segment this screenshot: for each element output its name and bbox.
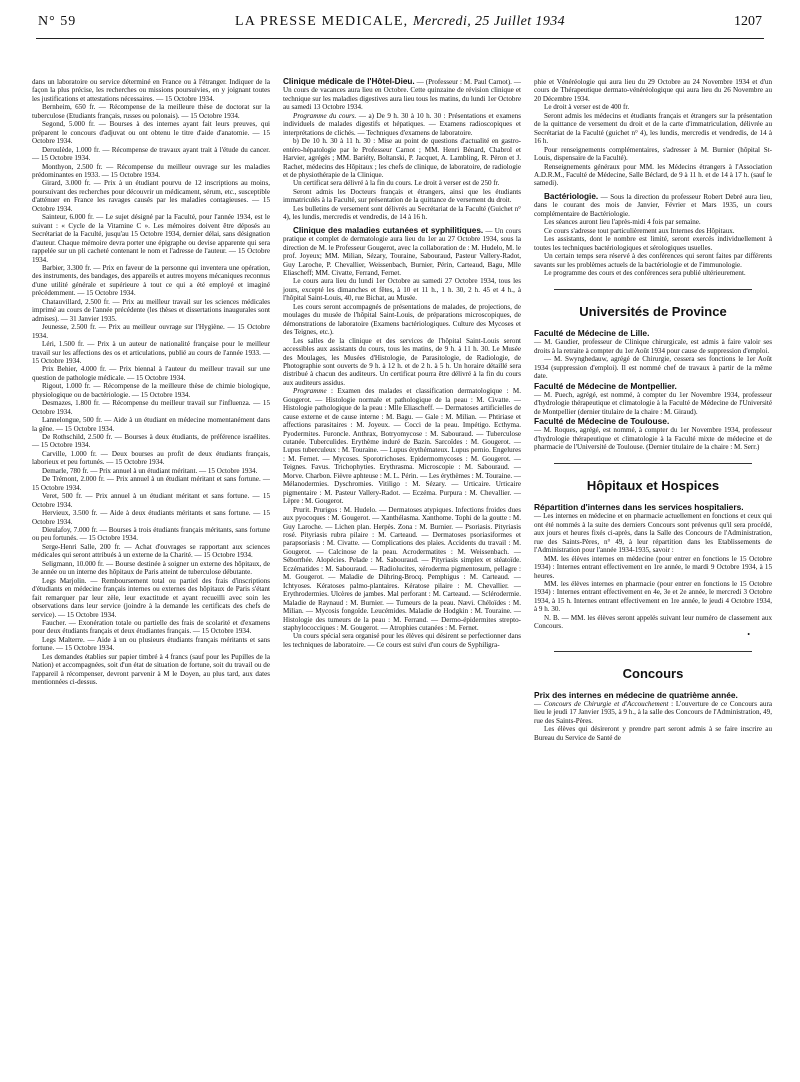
paragraph: — Concours de Chirurgie et d'Accouchement : L'ouverture de ce Concours aura lieu le jeudi 17 Janvier 1935, à 9 h., à la salle des Concours de l'Administration, 49, rue des Saints-Pères. [534, 699, 772, 725]
paragraph: Les bulletins de versement sont délivrés au Secrétariat de la Faculté (Guichet n° 4), les lundis, mercredis et vendredis, de 14 à 16 h. [283, 204, 521, 222]
paragraph: — M. Roques, agrégé, est nommé, à compter du 1er Novembre 1934, professeur d'hydrologie thérapeutique et climatologie à la Faculté mixte de médecine et de pharmacie de l'Université de Toulouse. (Dernier titulaire de la chaire : M. Serr.) [534, 426, 772, 451]
paragraph: Le cours aura lieu du lundi 1er Octobre au samedi 27 Octobre 1934, tous les jours, excepté les dimanches et fêtes, à 10 et 11 h., 1 h. 30, 2 h. 45 et 4 h., à l'hôpital Saint-Louis, 40, rue Bichat, au Musée. [283, 277, 521, 303]
prize-entry: Carville, 1.000 fr. — Deux bourses au profit de deux étudiants français, laborieux et peu fortunés. — 15 Octobre 1934. [32, 449, 270, 467]
paragraph [283, 227, 521, 278]
prize-entry: Desmazes, 1.800 fr. — Récompense du meilleur travail sur l'influenza. — 15 Octobre 1934. [32, 399, 270, 416]
prize-entry: Girard, 3.000 fr. — Prix à un étudiant pourvu de 12 inscriptions au moins, poursuivant des recherches pour découvrir un médicament, sérum, etc., susceptible d'atténuer en France les ravages causés par les maladies contagieuses. — 15 Octobre 1934. [32, 179, 270, 213]
paragraph: Un certain temps sera réservé à des conférences qui seront faites par différents savants sur les problèmes actuels de la bactériologie et de l'immunologie. [534, 252, 772, 269]
paragraph [283, 112, 521, 137]
paragraph-text: — Sous la direction du professeur Robert Debré aura lieu, dans le courant des mois de Janvier, Février et Mars 1935, un cours complémentaire de Bactériologie. [534, 192, 772, 218]
prize-entry: Rigout, 1.000 fr. — Récompense de la meilleure thèse de chimie biologique, physiologique ou de bactériologie. — 15 Octobre 1934. [32, 382, 270, 399]
section-heading: Bactériologie. [544, 191, 599, 201]
paragraph: N. B. — MM. les élèves seront appelés suivant leur numéro de classement aux Concours. [534, 613, 772, 631]
prize-entry: Legs Malterre. — Aide à un ou plusieurs étudiants français méritants et sans fortune. — 15 Octobre 1934. [32, 635, 270, 653]
prize-entry: Segond, 5.000 fr. — Bourses à des internes ayant fait leurs preuves, qui préparent le concours d'adjuvat ou ont obtenu le titre d'aide d'anatomie. — 15 Octobre 1934. [32, 120, 270, 146]
paragraph: Les élèves qui désireront y prendre part seront admis à se faire inscrire au Bureau du Service de Santé de [534, 725, 772, 742]
prize-entry: Demarle, 780 fr. — Prix annuel à un étudiant méritant. — 15 Octobre 1934. [42, 466, 258, 475]
prize-entry: De Trémont, 2.000 fr. — Prix annuel à un étudiant méritant et sans fortune. — 15 Octobre 1934. [32, 475, 270, 492]
prize-entry: Hervieux, 3.500 fr. — Aide à deux étudiants méritants et sans fortune. — 15 Octobre 1934. [32, 509, 270, 526]
paragraph-text: : L'ouverture de ce Concours aura lieu le jeudi 17 Janvier 1935, à 9 h., à la salle des Concours de l'Administration, 49, rue des Saints-Pères. [534, 699, 772, 725]
section-heading: Clinique des maladies cutanées et syphilitiques. [293, 225, 484, 235]
paragraph: Seront admis les Docteurs français et étrangers, ainsi que les étudiants immatriculés à la Faculté, sur présentation de la quittance de versement du droit. [283, 187, 521, 205]
concours-heading: Concours [622, 665, 684, 681]
paragraph: Pour renseignements complémentaires, s'adresser à M. Burnier (hôpital St-Louis, dispensaire de la Faculté). [534, 145, 772, 163]
concours-label: Concours de Chirurgie et d'Accouchement [543, 699, 669, 708]
column-3 [534, 78, 772, 742]
paragraph: — M. Puech, agrégé, est nommé, à compter du 1er Novembre 1934, professeur d'hydrologie thérapeutique et climatologie à la Faculté de Médecine de l'Université de Montpellier (dernier titulaire de la chaire : M. Giraud). [534, 390, 772, 416]
paragraph-text: — (Professeur : M. Paul Carnot). — Un cours de vacances aura lieu en Octobre. Cette quinzaine de révision clinique et technique sur les maladies digestives aura lieu tous les matins, du lundi 1er Octobre au samedi 13 Octobre 1934. [283, 78, 521, 112]
paragraph: phie et Vénéréologie qui aura lieu du 29 Octobre au 24 Novembre 1934 et d'un cours de Thérapeutique dermato-vénéréologique qui aura lieu du 26 Novembre au 20 Décembre 1934. [534, 78, 772, 103]
paragraph-text: : Examen des malades et classification dermatologique : M. Gougerot. — Histologie normale et pathologique de la peau : M. Civatte. — Histologie pathologique de la peau : Mlle Eliascheff. — Dermatoses artificielles de cause externe et de cause interne : M. Bagu. — Gale : M. Milian. — Phtiriase et affections parasitaires : M. Joyeux. — Cocci de la peau. Impétigo. Ecthyma. Pyodermites. Furoncle. Anthrax, Botryomycose : M. Sabouraud. — Tuberculose cutanée. Tuberculides. Erythème induré de Bazin. Sarcoïdes : M. Gougerot. — Lupus tuberculeux : M. Touraine. — Lupus érythémateux. Lupus pernio. Engelures : M. Fernet. — Mycoses. Sporotrichoses. Epidermomycoses : M. Gougerot. — Teignes. Favus. Trichophyties. Erythrasma. Microscopie : M. Sabouraud. — Morve. Charbon. Fièvre aphteuse : M. L. Périn. — Les érythèmes : M. Touraine. — Mélanodermies. Dyschromies. Vitiligo : M. Sézary. — Urticaire. Urticaire pigmentaire : M. Pasteur Vallery-Radot. — Eczéma. Purpura : M. Chevallier. — Lèpre : M. Gougerot. [283, 387, 521, 506]
paragraph: Un cours spécial sera organisé pour les élèves qui désirent se perfectionner dans les techniques de laboratoire. — Ce cours est suivi d'un cours de Syphiligra- [283, 632, 521, 649]
universites-heading: Universités de Province [579, 304, 727, 320]
divider [554, 651, 752, 652]
divider [554, 463, 752, 464]
paragraph: Le programme des cours et des conférences sera publié ultérieurement. [544, 268, 746, 277]
subsection-heading: Répartition d'internes dans les services hospitaliers. [534, 502, 744, 513]
prize-entry: Monthyon, 2.500 fr. — Récompense du meilleur ouvrage sur les maladies prédominantes en 1933. — 15 Octobre 1934. [32, 162, 270, 179]
paragraph: Prurit. Prurigos : M. Hudelo. — Dermatoses atypiques. Infections froides dues aux pyocoques : M. Gougerot. — Xanthélasma. Xanthome. Tophi de la goutte : M. Guy Laroche. — Lichen plan. Herpès. Zona : M. Burnier. — Psoriasis. Pityriasis rosé. Pityriasis rubra pilaire : M. Carteaud. — Dermatoses psoriasiformes et parapsoriasis : M. Civatte. — Complications des plaies. Accidents du travail : M. Gougerot. — Calcinose de la peau. Acrodermatites : M. Weissenbach. — Séborrhée. Alopécies. Pelade : M. Sabouraud. — Pityriasis simplex et stéatoïde. Eczématides : M. Sabouraud. — Radiolucites, xéroderma pigmentosum, pellagre : M. Gougerot. — Maladie de Dühring-Brocq. Pemphigus : M. Carteaud. — Ichtyoses. Kératoses palmo-plantaires. Kératose pilaire : M. Chevallier. — Erythrodermies. Ulcères de jambes. Mal perforant : M. Carteaud. — Sclérodermie. Maladie de Raynaud : M. Burnier. — Tumeurs de la peau. Nævi. Chéloïdes : M. Milian. — Mycosis fongoïde. Leucémides. Maladie de Hodgkin : M. Touraine. — Histologie des tumeurs de la peau : M. Ferrand. — Dermo-épidermites strepto-staphylococciques : M. Gougerot. — Atrophies cutanées : M. Fernet. [283, 505, 521, 632]
column-1 [32, 78, 270, 687]
programme-label: Programme du cours. [293, 111, 357, 120]
prize-entry: Faucher. — Exonération totale ou partielle des frais de scolarité et d'examens pour deux étudiants français et deux étudiantes français. — 15 Octobre 1934. [32, 619, 270, 636]
prize-entry: Barbier, 3.300 fr. — Prix en faveur de la personne qui inventera une opération, des instruments, des bandages, des appareils et autres moyens mécaniques reconnus d'une utilité générale et supérieure à tout ce qui a été employé et imaginé précédemment. — 15 Octobre 1934. [32, 263, 270, 298]
prize-entry: Les demandes établies sur papier timbré à 4 francs (sauf pour les Pupilles de la Nation) et accompagnées, soit d'un état de situation de fortune, soit du travail ou de l'appareil à récompenser, devront parvenir à M le Doyen, au plus tard, aux dates mentionnées ci-dessus. [32, 652, 270, 687]
paragraph: Les séances auront lieu l'après-midi 4 fois par semaine. [544, 218, 701, 227]
subsection-heading: Faculté de Médecine de Lille. [534, 328, 650, 339]
prize-entry: Chatauvillard, 2.500 fr. — Prix au meilleur travail sur les sciences médicales imprimé au cours de l'année précédente (les thèses et dissertations inaugurales sont admises). — 31 Janvier 1935. [32, 297, 270, 323]
hopitaux-heading: Hôpitaux et Hospices [586, 478, 720, 494]
prize-entry: Seligmann, 10.000 fr. — Bourse destinée à soigner un externe des hôpitaux, de 3e année ou un interne des hôpitaux de Paris atteint de tuberculose débutante. [32, 559, 270, 577]
paragraph: — M. Swynghedauw, agrégé de Chirurgie, cessera ses fonctions le 1er Août 1934 (suppression d'emploi). Il est nommé chef de travaux à partir de la même date. [534, 355, 772, 381]
subsection-heading: Faculté de Médecine de Toulouse. [534, 416, 670, 427]
issue-date: Mercredi, 25 Juillet 1934 [412, 14, 566, 29]
paragraph: MM. les élèves internes en pharmacie (pour entrer en fonctions le 15 Octobre 1934) : Internes entrant effectivement en 4e, 3e et 2e année, le mercredi 3 Octobre 1934, à 15 h. Internes entrant effectivement en 1re année, le jeudi 4 Octobre 1934, à 9 h. 30. [534, 580, 772, 614]
paragraph-text: — Un cours pratique et complet de dermatologie aura lieu du 1er au 27 Octobre 1934, sous la direction de M. le Professeur Gougerot, avec la collaboration de : M. Hudelo, M. le prof. Joyeux; MM. Milian, Sézary, Touraine, Sabouraud, Pasteur Vallery-Radot, Guy Laroche, P. Chevallier, Weissenbach, Burnier, Périn, Carteaud, Bagu, Mlle Eliascheff; MM. Civatte, Ferrand, Fernet. [283, 226, 521, 277]
subsection-heading: Faculté de Médecine de Montpellier. [534, 380, 677, 391]
issue-number: N° 59 [38, 14, 77, 29]
paragraph: Les salles de la clinique et des services de l'hôpital Saint-Louis seront accessibles aux assistants du cours, tous les matins, de 9 h. à 11 h. 30. Le Musée des Moulages, les Musées d'Histologie, de Parasitologie, de Radiologie, de Photographie sont ouverts de 9 h. à 12 h. et de 2 h. à 5 h. Un horaire détaillé sera distribué à chacun des auditeurs. Un certificat pourra être délivré à la fin du cours aux auditeurs assidus. [283, 336, 521, 387]
paragraph: Un certificat sera délivré à la fin du cours. Le droit à verser est de 250 fr. [293, 179, 500, 188]
prize-entry: Legs Marjolin. — Remboursement total ou partiel des frais d'inscriptions d'étudiants en médecine français internes ou externes des hôpitaux de Paris s'étant fait remarquer par leur zèle, leur exactitude et ayant recueilli avec soin les observations dans leur service (joindre à la demande les certificats des chefs de service). — 15 Octobre 1934. [32, 576, 270, 619]
separator-mark: • [747, 629, 750, 639]
prize-entry: Veret, 500 fr. — Prix annuel à un étudiant méritant et sans fortune. — 15 Octobre 1934. [32, 492, 270, 509]
prize-entry: Bernheim, 650 fr. — Récompense de la meilleure thèse de doctorat sur la tuberculose (Etudiants français, russes ou polonais). — 15 Octobre 1934. [32, 103, 270, 120]
prize-entry: Lannelongue, 500 fr. — Aide à un étudiant en médecine momentanément dans la gêne. — 15 Octobre 1934. [32, 416, 270, 433]
paragraph: Seront admis les médecins et étudiants français et étrangers sur la présentation de la quittance de versement du droit et de la carte d'immatriculation, délivrée au Secrétariat de la Faculté (guichet n° 4), les lundis, mercredis et vendredis, de 14 à 16 h. [534, 111, 772, 146]
subsection-heading: Prix des internes en médecine de quatrième année. [534, 689, 738, 700]
programme-label: Programme [293, 387, 327, 396]
paragraph: — M. Gaudier, professeur de Clinique chirurgicale, est admis à faire valoir ses droits à la retraite à compter du 1er Août 1934 pour cause de suppression d'emploi. [534, 338, 772, 355]
prize-entry: Sainteur, 6.000 fr. — Le sujet désigné par la Faculté, pour l'année 1934, est le suivant : « Cycle de la Vitamine C ». Les mémoires doivent être déposés au Secrétariat de la Faculté, jusqu'au 15 Octobre 1934, dernier délai, sans désignation d'auteur. Chaque mémoire devra porter une épigraphe ou devise apparente qui sera rappelée sur un pli cacheté contenant le nom et l'adresse de l'auteur. — 15 Octobre 1934. [32, 213, 270, 264]
prize-entry: Dieulafoy, 7.000 fr. — Bourses à trois étudiants français méritants, sans fortune ou peu fortunés. — 15 Octobre 1934. [32, 526, 270, 543]
section-heading: Clinique médicale de l'Hôtel-Dieu. [283, 77, 415, 86]
paragraph: Le droit à verser est de 400 fr. [544, 103, 630, 112]
prize-entry: Deroulède, 1.000 fr. — Récompense de travaux ayant trait à l'étude du cancer. — 15 Octobre 1934. [32, 145, 270, 163]
paragraph: MM. les élèves internes en médecine (pour entrer en fonctions le 15 Octobre 1934) : Internes entrant effectivement en 1re année, le mardi 9 Octobre 1934, à 15 heures. [534, 554, 772, 580]
paragraph: — Les internes en médecine et en pharmacie actuellement en fonctions et ceux qui ont été nommés à la suite des derniers Concours sont prévenus qu'il sera procédé, aux jours et heures fixés ci-après, dans la Salle des Concours de l'Administration, rue des Saints-Pères, n° 49, à leur répartition dans les Etablissements de l'Administration pour l'année 1934-1935, savoir : [534, 512, 772, 555]
prize-entry: Jeunesse, 2.500 fr. — Prix au meilleur ouvrage sur l'Hygiène. — 15 Octobre 1934. [32, 323, 270, 340]
paragraph: Les cours seront accompagnés de présentations de malades, de projections, de moulages du musée de l'hôpital Saint-Louis, de préparations microscopiques, de démonstrations de laboratoire (Examens bactériologiques. Culture des Mycoses et des Teignes, etc.). [283, 302, 521, 337]
page-number: 1207 [734, 14, 762, 29]
prize-entry: Prix Behier, 4.000 fr. — Prix biennal à l'auteur du meilleur travail sur une question de pathologie médicale. — 15 Octobre 1934. [32, 365, 270, 382]
paragraph [534, 193, 772, 218]
paragraph-text: — a) De 9 h. 30 à 10 h. 30 : Présentations et examens individuels de malades digestifs et hépatiques. — Examens radioscopiques et interprétations de clichés. — Techniques d'examens de laboratoire. [283, 111, 521, 137]
paragraph: Renseignements généraux pour MM. les Médecins étrangers à l'Association A.D.R.M., Faculté de Médecine, Salle Béclard, de 9 à 11 h. et de 14 à 17 h. (sauf le samedi). [534, 162, 772, 188]
paragraph: dans un laboratoire ou service déterminé en France ou à l'étranger. Indiquer de la façon la plus précise, les recherches ou missions poursuivies, en y joignant toutes les justifications et attestations nécessaires. — 15 Octobre 1934. [32, 78, 270, 103]
journal-name: LA PRESSE MEDICALE, [234, 14, 409, 29]
column-2 [283, 78, 521, 649]
masthead [36, 14, 764, 30]
paragraph [283, 78, 521, 112]
paragraph: b) De 10 h. 30 à 11 h. 30 : Mise au point de questions d'actualité en gastro-entéro-hépatologie par le Professeur Carnot ; MM. Henri Bénard, Chabrol et Harvier, agrégés ; MM. Bariéty, Boltanski, P. Jacquet, A. Lambling, R. Péron et J. Rachet, médecins des Hôpitaux ; les chefs de clinique, de laboratoire, de radiologie et de physiothérapie de la Clinique. [283, 137, 521, 179]
prize-entry: De Rothschild, 2.500 fr. — Bourses à deux étudiants, de préférence israélites. — 15 Octobre 1934. [32, 433, 270, 450]
paragraph [283, 387, 521, 505]
prize-entry: Serge-Henri Salle, 200 fr. — Achat d'ouvrages se rapportant aux sciences médicales qui seront attribués à un externe de la Charité. — 15 Octobre 1934. [32, 542, 270, 560]
prize-entry: Léri, 1.500 fr. — Prix à un auteur de nationalité française pour le meilleur travail sur les affections des os et articulations, publié au cours de l'année 1933. — 15 Octobre 1934. [32, 340, 270, 365]
paragraph: Ce cours s'adresse tout particulièrement aux Internes des Hôpitaux. [544, 226, 735, 235]
page-header [36, 12, 764, 39]
divider [554, 289, 752, 290]
paragraph: Les assistants, dont le nombre est limité, seront exercés individuellement à toutes les techniques bactériologiques et sérologiques usuelles. [534, 235, 772, 252]
